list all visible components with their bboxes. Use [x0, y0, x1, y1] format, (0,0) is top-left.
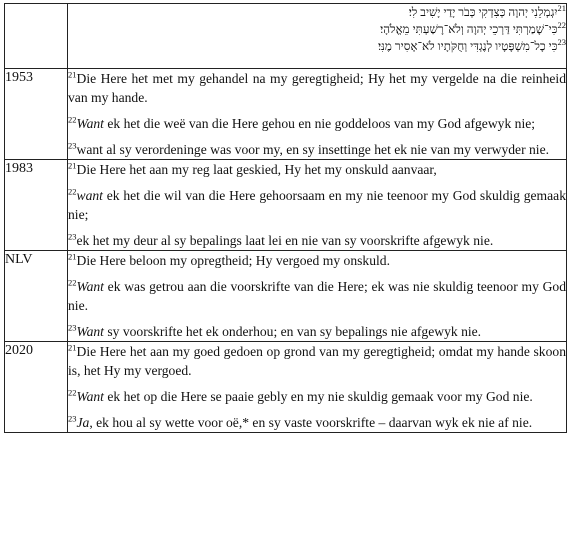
verse-text: sy voorskrifte het ek onderhou; en van sy bepalings nie afgewyk nie. [103, 324, 482, 339]
verse-number: 21 [68, 69, 77, 80]
verse-text: Die Here het aan my goed gedoen op grond van my geregtigheid; omdat my hande skoon is, het Hy my vergoed. [68, 344, 566, 378]
verse-text: ek het die weë van die Here gehou en nie goddeloos van my God afgewyk nie; [103, 116, 536, 131]
verse-23 [68, 413, 566, 432]
version-label: 1953 [5, 69, 68, 160]
hebrew-empty-cell [5, 4, 68, 69]
verse-22 [68, 186, 566, 224]
verse-number: 23 [68, 322, 77, 333]
hebrew-line [68, 38, 566, 55]
verses-cell [68, 69, 567, 160]
verse-number: 21 [68, 160, 77, 171]
verses-cell [68, 251, 567, 342]
verse-number: 22 [68, 114, 77, 125]
hebrew-verse-text: יִגְמְלֵנִי יְהוָה כְּצִדְקִי כְּבֹר יָדַי יָשִׁיב לִי׃ [408, 5, 558, 19]
verse-number: 22 [68, 186, 77, 197]
translation-row-1953 [5, 69, 567, 160]
hebrew-line [68, 4, 566, 21]
verse-21 [68, 69, 566, 107]
verse-number: 22 [68, 387, 77, 398]
verse-lead-word: Want [76, 279, 104, 294]
verse-lead-word: want [76, 188, 103, 203]
hebrew-text-cell [68, 4, 567, 69]
hebrew-line [68, 21, 566, 38]
verse-number: 22 [68, 277, 77, 288]
verse-23 [68, 140, 566, 159]
verses-cell [68, 160, 567, 251]
verse-number: 21 [68, 342, 77, 353]
verse-text: Die Here het aan my reg laat geskied, Hy het my onskuld aanvaar, [76, 162, 437, 177]
verse-number: 21 [557, 3, 566, 14]
hebrew-verse-text: כִּי כָל־מִשְׁפָּטָיו לְנֶגְדִּי וְחֻקֹּתָיו לֹא־אָסִיר מֶנִּי׃ [377, 39, 558, 53]
verse-number: 23 [68, 140, 77, 151]
verse-number: 21 [68, 251, 77, 262]
verse-21 [68, 160, 566, 179]
verse-22 [68, 114, 566, 133]
verse-21 [68, 342, 566, 380]
verse-text: ek het op die Here se paaie gebly en my nie skuldig gemaak voor my God nie. [103, 389, 533, 404]
hebrew-row [5, 4, 567, 69]
verse-text: ek het my deur al sy bepalings laat lei en nie van sy voorskrifte afgewyk nie. [76, 233, 494, 248]
verse-21 [68, 251, 566, 270]
verse-text: want al sy verordeninge was voor my, en sy insettinge het ek nie van my verwyder nie. [76, 142, 550, 157]
hebrew-verse-text: כִּי־שָׁמַרְתִּי דַּרְכֵי יְהוָה וְלֹא־רָשַׁעְתִּי מֵאֱלֹהָי׃ [380, 22, 558, 36]
verse-number: 23 [68, 413, 77, 424]
verse-lead-word: Want [76, 116, 104, 131]
verse-22 [68, 387, 566, 406]
verse-text: Die Here het met my gehandel na my geregtigheid; Hy het my vergelde na die reinheid van my hande. [68, 71, 566, 105]
verse-number: 23 [557, 37, 566, 48]
verse-number: 23 [68, 231, 77, 242]
verses-cell [68, 342, 567, 433]
verse-23 [68, 322, 566, 341]
verse-lead-word: Want [76, 389, 104, 404]
version-label: NLV [5, 251, 68, 342]
verse-22 [68, 277, 566, 315]
verse-lead-word: Ja [76, 415, 90, 430]
verse-lead-word: Want [76, 324, 104, 339]
verse-text: ek het die wil van die Here gehoorsaam en my nie teenoor my God skuldig gemaak nie; [68, 188, 566, 222]
translation-row-nlv [5, 251, 567, 342]
verse-text: ek was getrou aan die voorskrifte van die Here; ek was nie skuldig teenoor my God nie. [68, 279, 566, 313]
translation-row-1983 [5, 160, 567, 251]
verse-text: Die Here beloon my opregtheid; Hy vergoed my onskuld. [76, 253, 390, 268]
verse-23 [68, 231, 566, 250]
version-label: 1983 [5, 160, 68, 251]
verse-number: 22 [557, 20, 566, 31]
translation-row-2020 [5, 342, 567, 433]
translation-comparison-table [4, 3, 567, 433]
verse-text: , ek hou al sy wette voor oë,* en sy vaste voorskrifte – daarvan wyk ek nie af nie. [89, 415, 533, 430]
version-label: 2020 [5, 342, 68, 433]
